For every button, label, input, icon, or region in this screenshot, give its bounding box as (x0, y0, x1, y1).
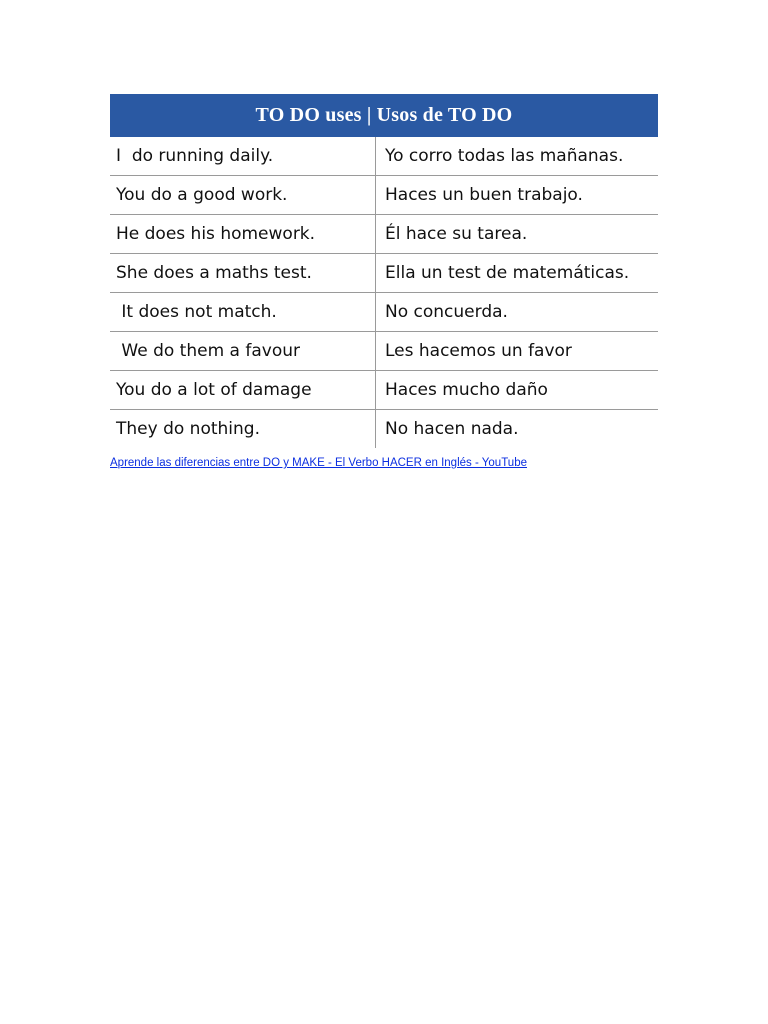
spanish-cell: No concuerda. (376, 293, 659, 332)
english-cell: I do running daily. (110, 137, 376, 176)
table-row (110, 215, 658, 254)
english-cell: You do a lot of damage (110, 371, 376, 410)
table-row (110, 332, 658, 371)
table-row (110, 137, 658, 176)
table-row (110, 293, 658, 332)
spanish-cell: Él hace su tarea. (376, 215, 659, 254)
english-cell: It does not match. (110, 293, 376, 332)
to-do-uses-table-image (110, 94, 658, 448)
translation-table (110, 137, 658, 448)
table-title: TO DO uses | Usos de TO DO (110, 94, 658, 137)
spanish-cell: Ella un test de matemáticas. (376, 254, 659, 293)
table-row (110, 410, 658, 449)
spanish-cell: Yo corro todas las mañanas. (376, 137, 659, 176)
english-cell: She does a maths test. (110, 254, 376, 293)
english-cell: You do a good work. (110, 176, 376, 215)
table-row (110, 254, 658, 293)
english-cell: They do nothing. (110, 410, 376, 449)
spanish-cell: Haces mucho daño (376, 371, 659, 410)
table-row (110, 371, 658, 410)
english-cell: He does his homework. (110, 215, 376, 254)
english-cell: We do them a favour (110, 332, 376, 371)
spanish-cell: Les hacemos un favor (376, 332, 659, 371)
spanish-cell: No hacen nada. (385, 419, 519, 439)
table-row (110, 176, 658, 215)
spanish-cell: Haces un buen trabajo. (376, 176, 659, 215)
youtube-source-link[interactable]: Aprende las diferencias entre DO y MAKE - El Verbo HACER en Inglés - YouTube (110, 457, 527, 469)
